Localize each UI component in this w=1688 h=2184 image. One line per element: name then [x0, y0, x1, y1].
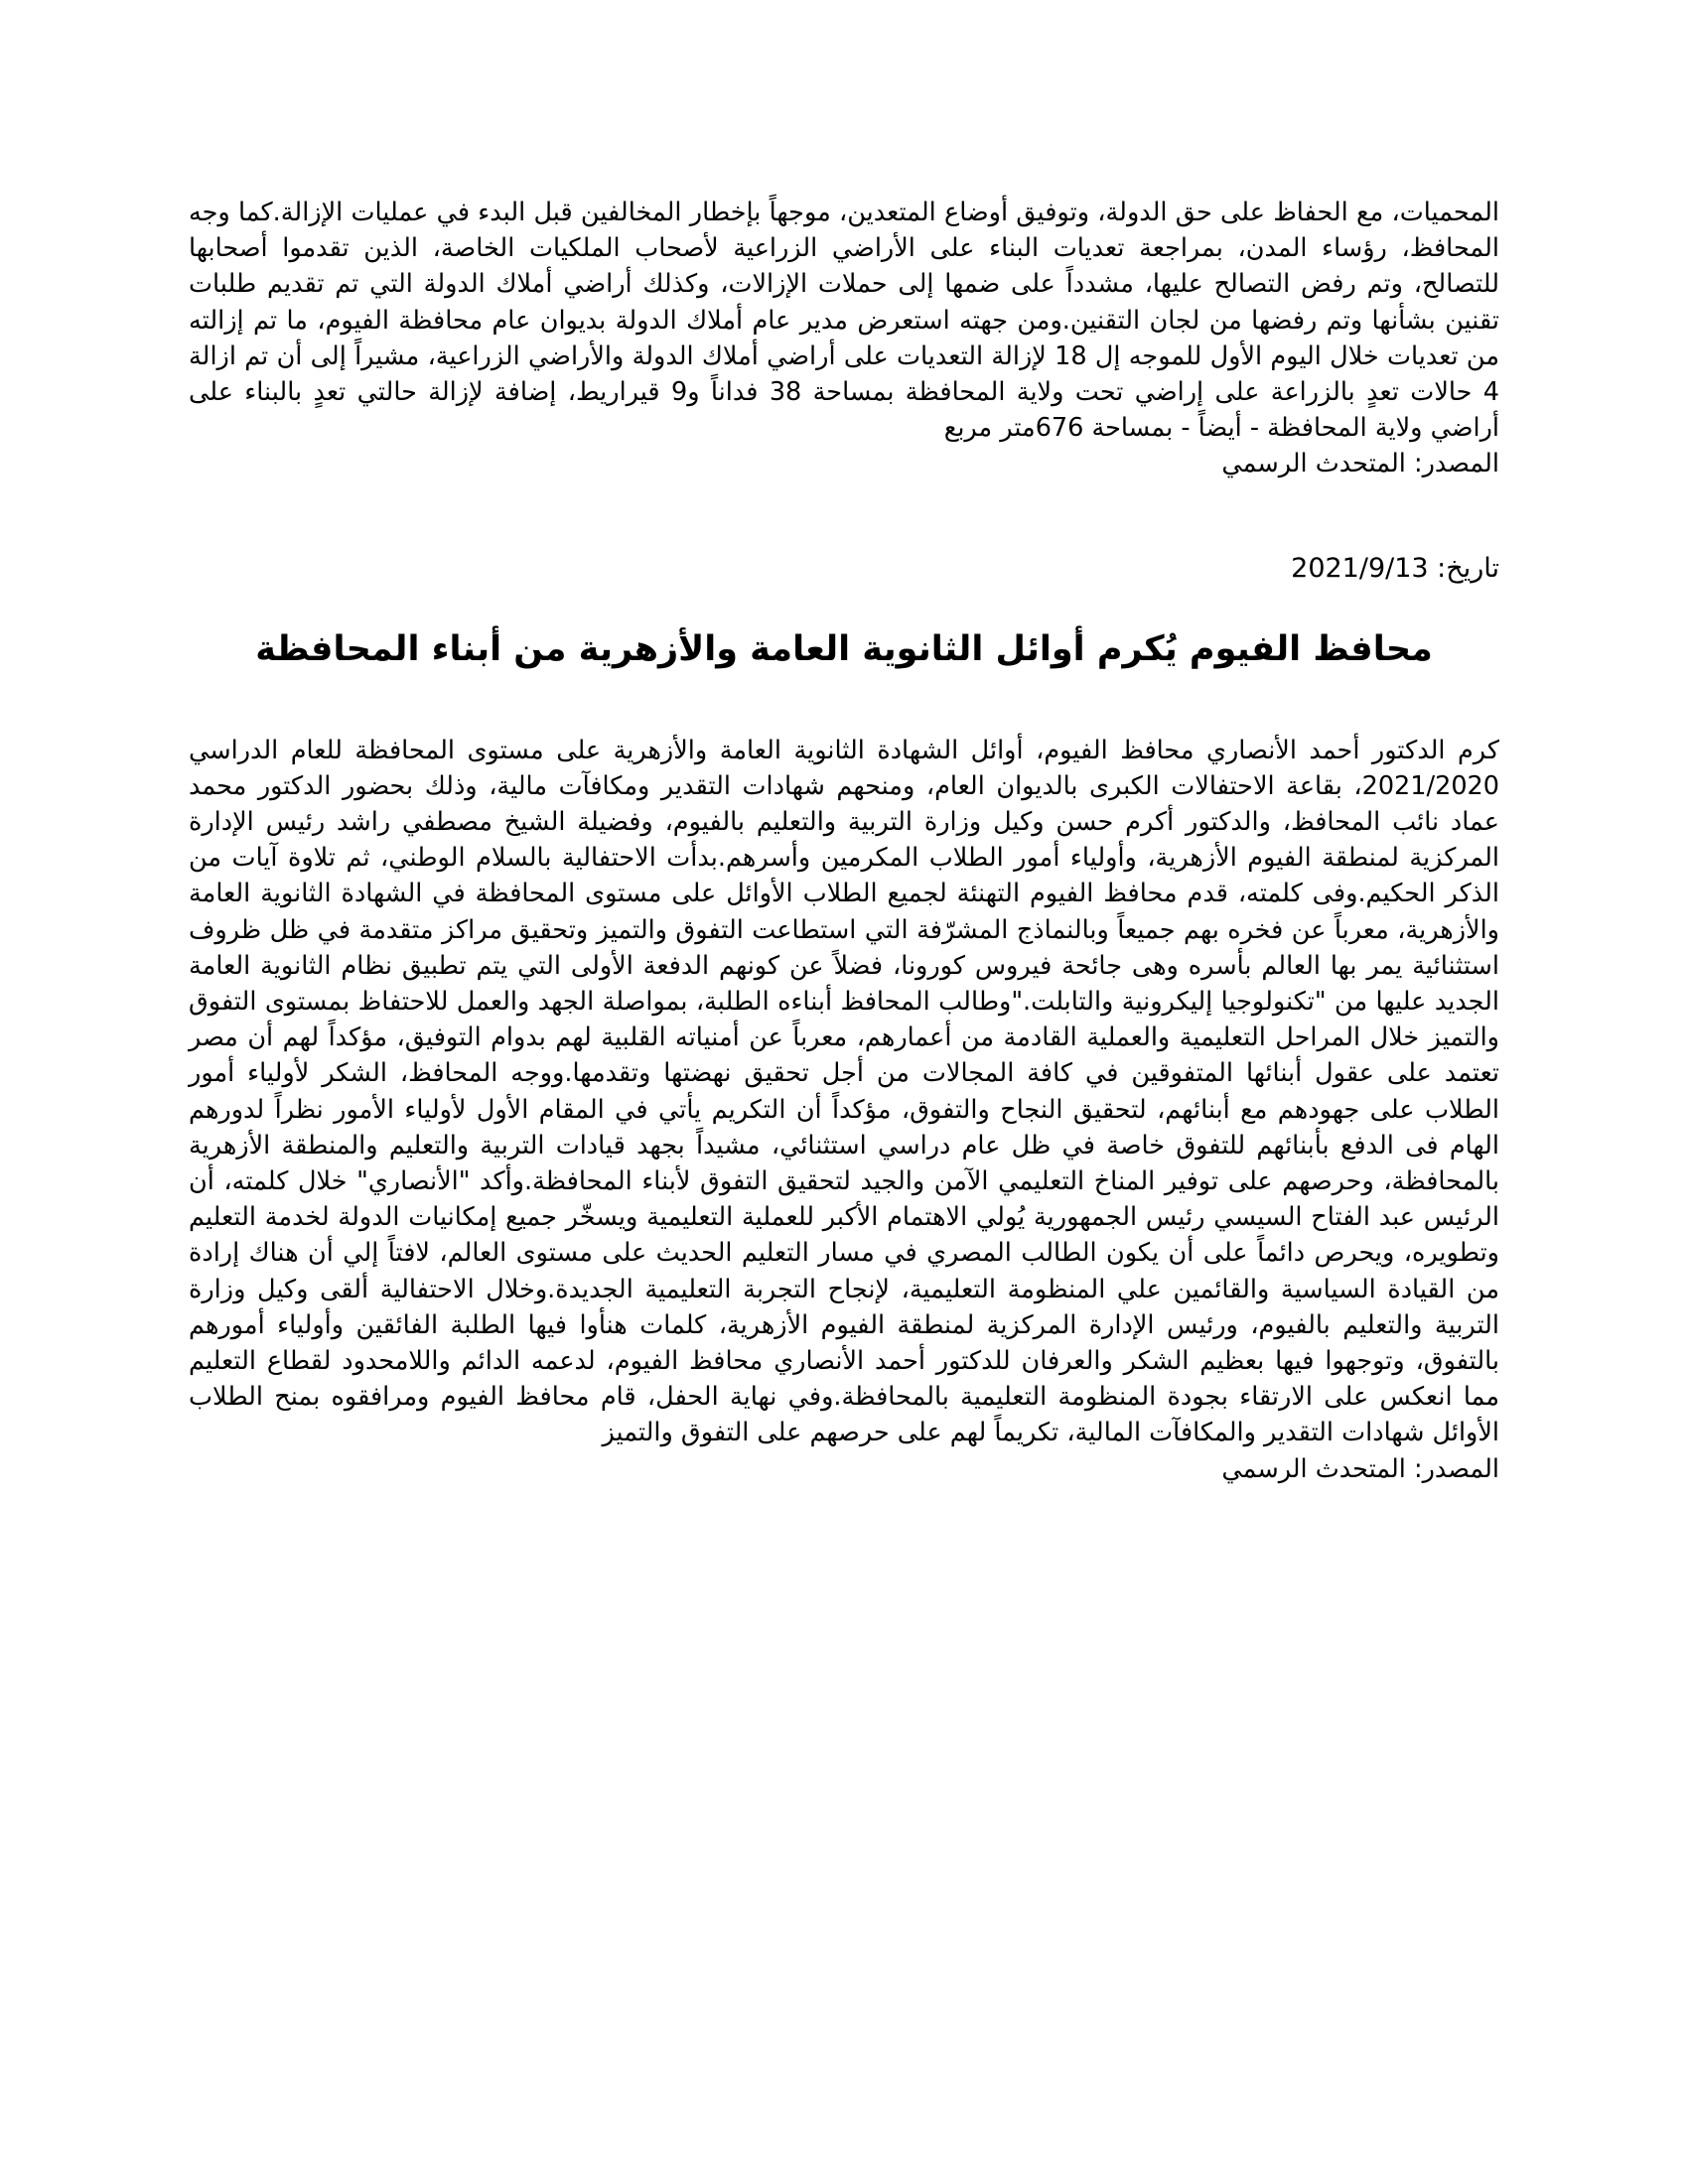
- document-page: [189, 195, 1499, 1487]
- date-line: تاريخ: 2021/9/13: [1291, 552, 1499, 584]
- article-two-body: كرم الدكتور أحمد الأنصاري محافظ الفيوم، أوائل الشهادة الثانوية العامة والأزهرية على مستوى المحافظة للعام الدراسي 2021/2020، بقاعة الاحتفالات الكبرى بالديوان العام، ومنحهم شهادات التقدير ومكافآت مالية، وذلك بحضور الدكتور محمد عماد نائب المحافظ، والدكتور أكرم حسن وكيل وزارة التربية والتعليم بالفيوم، وفضيلة الشيخ مصطفي راشد رئيس الإدارة المركزية لمنطقة الفيوم الأزهرية، وأولياء أمور الطلاب المكرمين وأسرهم.بدأت الاحتفالية بالسلام الوطني، ثم تلاوة آيات من الذكر الحكيم.وفى كلمته، قدم محافظ الفيوم التهنئة لجميع الطلاب الأوائل على مستوى المحافظة في الشهادة الثانوية العامة والأزهرية، معرباً عن فخره بهم جميعاً وبالنماذج المشرّفة التي استطاعت التفوق والتميز وتحقيق مراكز متقدمة في ظل ظروف استثنائية يمر بها العالم بأسره وهى جائحة فيروس كورونا، فضلاً عن كونهم الدفعة الأولى التي يتم تطبيق نظام الثانوية العامة الجديد عليها من "تكنولوجيا إليكرونية والتابلت."وطالب المحافظ أبناءه الطلبة، بمواصلة الجهد والعمل للاحتفاظ بمستوى التفوق والتميز خلال المراحل التعليمية والعملية القادمة من أعمارهم، معرباً عن أمنياته القلبية لهم بدوام التوفيق، مؤكداً لهم أن مصر تعتمد على عقول أبنائها المتفوقين في كافة المجالات من أجل تحقيق نهضتها وتقدمها.ووجه المحافظ، الشكر لأولياء أمور الطلاب على جهودهم مع أبنائهم، لتحقيق النجاح والتفوق، مؤكداً أن التكريم يأتي في المقام الأول لأولياء الأمور نظراً لدورهم الهام فى الدفع بأبنائهم للتفوق خاصة في ظل عام دراسي استثنائي، مشيداً بجهد قيادات التربية والتعليم والمنطقة الأزهرية بالمحافظة، وحرصهم على توفير المناخ التعليمي الآمن والجيد لتحقيق التفوق لأبناء المحافظة.وأكد "الأنصاري" خلال كلمته، أن الرئيس عبد الفتاح السيسي رئيس الجمهورية يُولي الاهتمام الأكبر للعملية التعليمية ويسخّر جميع إمكانيات الدولة لخدمة التعليم وتطويره، ويحرص دائماً على أن يكون الطالب المصري في مسار التعليم الحديث على مستوى العالم، لافتاً إلي أن هناك إرادة من القيادة السياسية والقائمين علي المنظومة التعليمية، لإنجاح التجربة التعليمية الجديدة.وخلال الاحتفالية ألقى وكيل وزارة التربية والتعليم بالفيوم، ورئيس الإدارة المركزية لمنطقة الفيوم الأزهرية، كلمات هنأوا فيها الطلبة الفائقين وأولياء أمورهم بالتفوق، وتوجهوا فيها بعظيم الشكر والعرفان للدكتور أحمد الأنصاري محافظ الفيوم، لدعمه الدائم واللامحدود لقطاع التعليم مما انعكس على الارتقاء بجودة المنظومة التعليمية بالمحافظة.وفي نهاية الحفل، قام محافظ الفيوم ومرافقوه بمنح الطلاب الأوائل شهادات التقدير والمكافآت المالية، تكريماً لهم على حرصهم على التفوق والتميز: [189, 735, 1499, 1448]
- article-one-source: المصدر: المتحدث الرسمي: [1221, 449, 1499, 479]
- article-two-headline: محافظ الفيوم يُكرم أوائل الثانوية العامة والأزهرية من أبناء المحافظة: [255, 628, 1433, 669]
- article-two-source: المصدر: المتحدث الرسمي: [1221, 1453, 1499, 1484]
- article-one-body: المحميات، مع الحفاظ على حق الدولة، وتوفيق أوضاع المتعدين، موجهاً بإخطار المخالفين قبل البدء في عمليات الإزالة.كما وجه المحافظ، رؤساء المدن، بمراجعة تعديات البناء على الأراضي الزراعية لأصحاب الملكيات الخاصة، الذين تقدموا أصحابها للتصالح، وتم رفض التصالح عليها، مشدداً على ضمها إلى حملات الإزالات، وكذلك أراضي أملاك الدولة التي تم تقديم طلبات تقنين بشأنها وتم رفضها من لجان التقنين.ومن جهته استعرض مدير عام أملاك الدولة بديوان عام محافظة الفيوم، ما تم إزالته من تعديات خلال اليوم الأول للموجه إل 18 لإزالة التعديات على أراضي أملاك الدولة والأراضي الزراعية، مشيراً إلى أن تم ازالة 4 حالات تعدٍ بالزراعة على إراضي تحت ولاية المحافظة بمساحة 38 فداناً و9 قيراريط، إضافة لإزالة حالتي تعدٍ بالبناء على أراضي ولاية المحافظة - أيضاً - بمساحة 676متر مربع: [189, 198, 1500, 444]
